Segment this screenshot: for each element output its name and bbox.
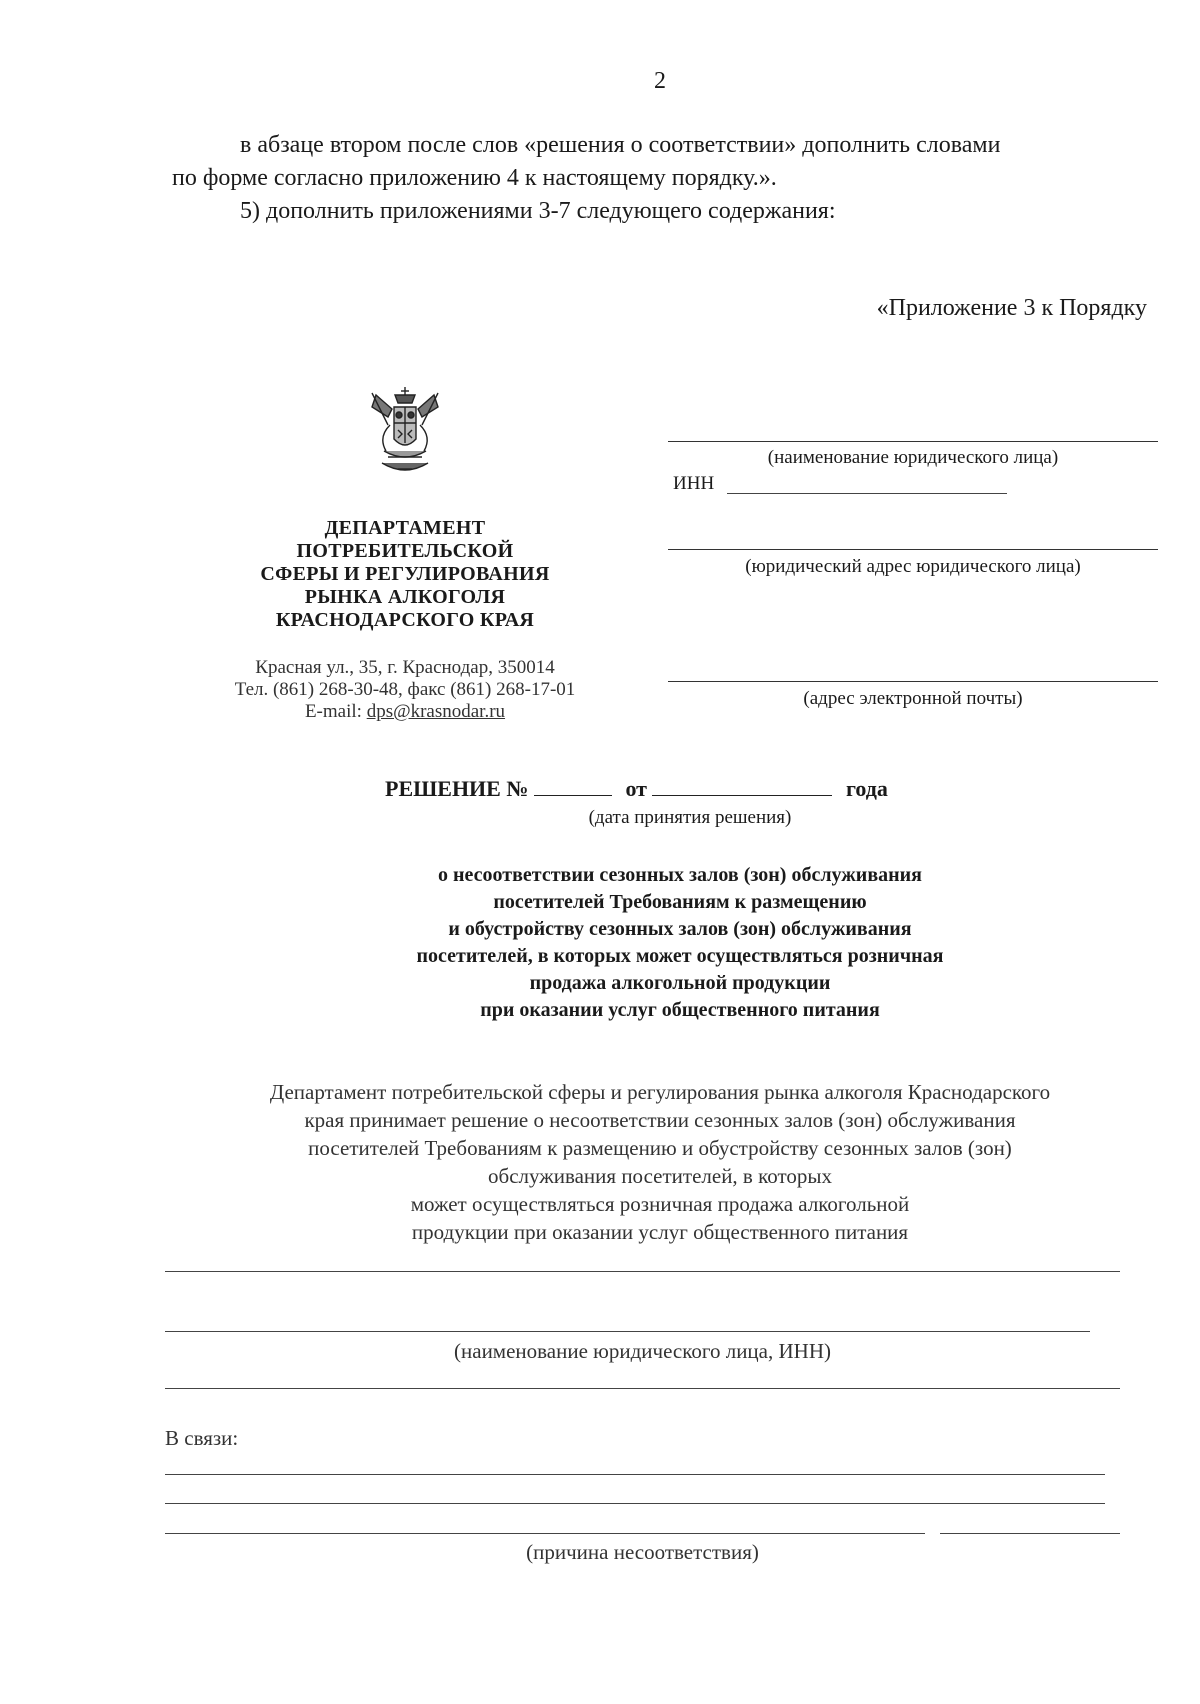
reason-line-1 — [165, 1474, 1105, 1475]
department-address: Красная ул., 35, г. Краснодар, 350014 — [255, 657, 555, 678]
reason-line-2 — [165, 1503, 1105, 1504]
reason-line-3a — [165, 1533, 925, 1534]
department-line-4: РЫНКА АЛКОГОЛЯ — [304, 586, 506, 608]
email-label: E-mail: — [304, 701, 362, 722]
subject-line-2: посетителей Требованиям к размещению — [493, 891, 867, 913]
recipient-email-line — [668, 681, 1158, 682]
recipient-name-caption: (наименование юридического лица) — [767, 447, 1059, 468]
recipient-email-caption: (адрес электронной почты) — [803, 688, 1023, 709]
subject-line-3: и обустройству сезонных залов (зон) обслуживания — [448, 918, 912, 940]
body-line-2: края принимает решение о несоответствии сезонных залов (зон) обслуживания — [304, 1108, 1016, 1132]
decision-label: РЕШЕНИЕ № — [385, 776, 529, 801]
entity-line-3 — [165, 1388, 1120, 1389]
decision-from: от — [625, 776, 647, 801]
email-link[interactable]: dps@krasnodar.ru — [366, 701, 506, 722]
department-phone: Тел. (861) 268-30-48, факс (861) 268-17-01 — [234, 679, 576, 700]
decision-subject — [330, 862, 1030, 1024]
body-line-5: может осуществляться розничная продажа алкогольной — [410, 1192, 910, 1216]
decision-body — [150, 1078, 1170, 1246]
page-number: 2 — [654, 68, 666, 94]
intro-line-1: в абзаце втором после слов «решения о соответствии» дополнить словами — [240, 132, 1001, 158]
recipient-name-line — [668, 441, 1158, 442]
body-line-6: продукции при оказании услуг общественного питания — [411, 1220, 909, 1244]
body-line-4: обслуживания посетителей, в которых — [488, 1164, 832, 1188]
decision-heading — [385, 775, 888, 803]
decision-date-blank — [652, 777, 832, 796]
subject-line-4: посетителей, в которых может осуществляться розничная — [416, 945, 944, 967]
department-line-2: ПОТРЕБИТЕЛЬСКОЙ — [296, 540, 514, 562]
entity-line-1 — [165, 1271, 1120, 1272]
decision-year: года — [845, 776, 888, 801]
department-name — [180, 517, 630, 632]
reason-caption: (причина несоответствия) — [526, 1540, 759, 1564]
body-line-1: Департамент потребительской сферы и регулирования рынка алкоголя Краснодарского — [269, 1080, 1051, 1104]
reason-label: В связи: — [165, 1426, 239, 1450]
recipient-address-caption: (юридический адрес юридического лица) — [745, 556, 1081, 577]
reason-line-3b — [940, 1533, 1120, 1534]
krasnodar-coat-of-arms-icon — [368, 385, 442, 481]
recipient-address-line — [668, 549, 1158, 550]
appendix-heading: «Приложение 3 к Порядку — [876, 295, 1147, 321]
department-line-5: КРАСНОДАРСКОГО КРАЯ — [275, 609, 535, 631]
intro-line-2: по форме согласно приложению 4 к настоящему порядку.». — [172, 165, 777, 191]
body-line-3: посетителей Требованиям к размещению и обустройству сезонных залов (зон) — [308, 1136, 1012, 1160]
entity-caption: (наименование юридического лица, ИНН) — [454, 1339, 831, 1363]
decision-date-caption: (дата принятия решения) — [588, 807, 792, 828]
department-line-3: СФЕРЫ И РЕГУЛИРОВАНИЯ — [260, 563, 550, 585]
department-email-row — [170, 701, 640, 722]
subject-line-1: о несоответствии сезонных залов (зон) обслуживания — [438, 864, 922, 886]
inn-line — [727, 493, 1007, 494]
decision-number-blank — [534, 777, 612, 796]
inn-label: ИНН — [673, 473, 715, 494]
subject-line-6: при оказании услуг общественного питания — [480, 999, 880, 1021]
subject-line-5: продажа алкогольной продукции — [529, 972, 831, 994]
department-line-1: ДЕПАРТАМЕНТ — [324, 517, 486, 539]
intro-line-3: 5) дополнить приложениями 3-7 следующего содержания: — [240, 198, 836, 224]
entity-line-2 — [165, 1331, 1090, 1332]
